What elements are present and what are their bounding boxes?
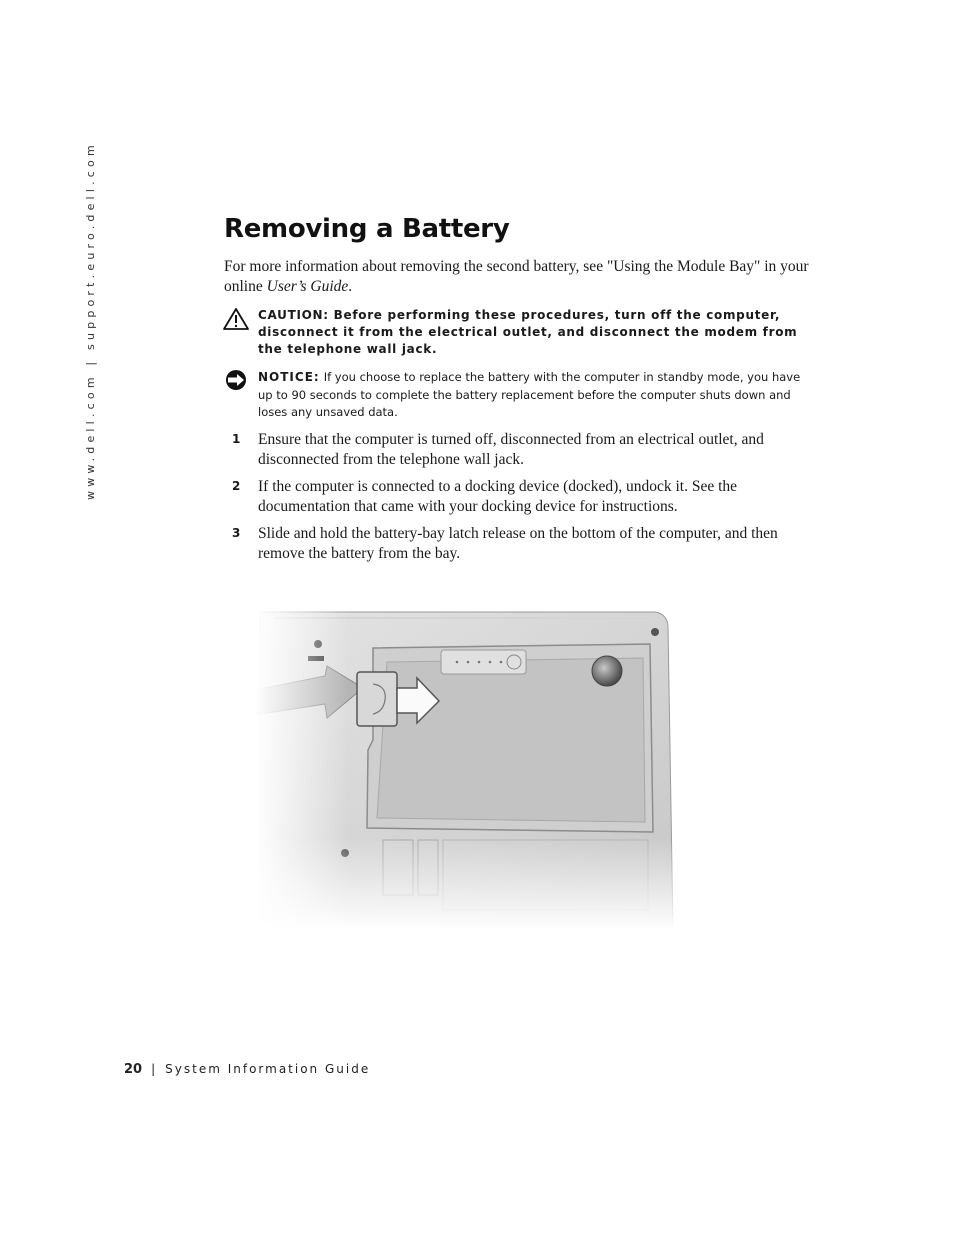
battery-removal-illustration	[255, 600, 680, 930]
users-guide-reference: User’s Guide	[266, 278, 349, 295]
caution-block	[222, 307, 817, 358]
caution-text: CAUTION: Before performing these procedures, turn off the computer, disconnect it from the electrical outlet, and disconnect the modem from the telephone wall jack.	[258, 308, 798, 356]
notice-body: If you choose to replace the battery with the computer in standby mode, you have up to 90 seconds to complete the battery replacement before the computer shuts down and loses any unsaved data.	[258, 370, 801, 419]
notice-label: NOTICE:	[258, 370, 320, 384]
sidebar-url: www.dell.com | support.euro.dell.com	[84, 141, 97, 500]
footer-separator: |	[151, 1062, 156, 1076]
procedure-steps	[232, 430, 817, 571]
step-text: Ensure that the computer is turned off, disconnected from an electrical outlet, and disconnected from the telephone wall jack.	[258, 431, 764, 468]
page-number: 20	[124, 1062, 143, 1077]
notice-block	[222, 369, 817, 422]
page-footer	[124, 1062, 370, 1077]
step-item	[232, 477, 817, 516]
intro-paragraph	[224, 257, 814, 297]
notice-text	[258, 369, 817, 422]
guide-title: System Information Guide	[165, 1062, 371, 1076]
step-text: Slide and hold the battery-bay latch release on the bottom of the computer, and then remove the battery from the bay.	[258, 525, 778, 562]
intro-text-end: .	[348, 278, 353, 295]
step-number: 2	[232, 479, 241, 493]
step-text: If the computer is connected to a docking device (docked), undock it. See the documentation that came with your docking device for instructions.	[258, 478, 738, 515]
warning-triangle-icon	[222, 307, 250, 331]
step-item	[232, 524, 817, 563]
intro-text: For more information about removing the second battery, see "Using the Module Bay" in your online	[224, 258, 809, 295]
page-title: Removing a Battery	[224, 214, 510, 244]
step-number: 3	[232, 526, 241, 540]
notice-arrow-icon	[222, 369, 250, 391]
step-number: 1	[232, 432, 241, 446]
step-item	[232, 430, 817, 469]
